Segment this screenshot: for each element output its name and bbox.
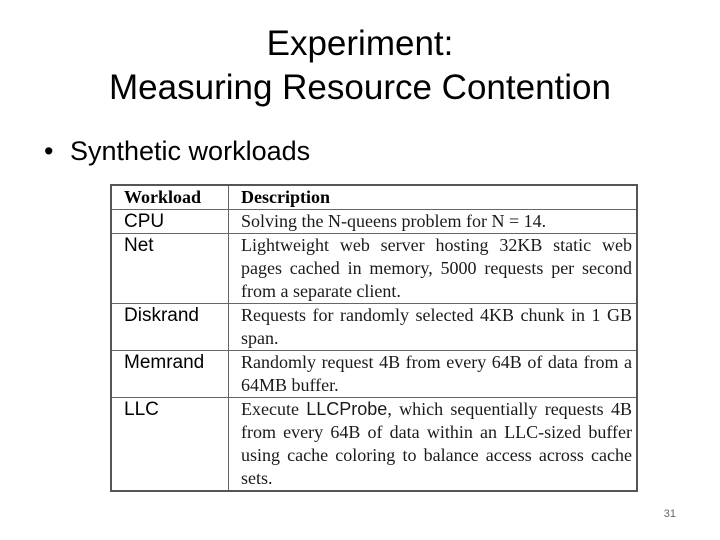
table-row <box>111 234 637 304</box>
table-row <box>111 304 637 351</box>
header-workload: Workload <box>111 185 229 210</box>
page-number: 31 <box>663 508 676 520</box>
bullet-icon: • <box>44 136 54 166</box>
slide-title <box>0 22 720 110</box>
workload-description: Randomly request 4B from every 64B of data from a 64MB buffer. <box>229 351 638 398</box>
workload-name: Diskrand <box>111 304 229 351</box>
desc-part: , which sequentially requests 4B from every 64B of data within an LLC-sized buffer using cache coloring to balance access across cache sets. <box>241 399 632 488</box>
bullet-text: Synthetic workloads <box>70 136 311 166</box>
title-line-1: Experiment: <box>266 24 454 63</box>
workload-name: Memrand <box>111 351 229 398</box>
table-header-row <box>111 185 637 210</box>
workload-description <box>229 398 638 492</box>
bullet-item <box>44 133 310 169</box>
workload-description: Requests for randomly selected 4KB chunk in 1 GB span. <box>229 304 638 351</box>
header-description: Description <box>229 185 638 210</box>
workload-description: Solving the N-queens problem for N = 14. <box>229 210 638 234</box>
table-row <box>111 398 637 492</box>
workload-description: Lightweight web server hosting 32KB static web pages cached in memory, 5000 requests per second from a separate client. <box>229 234 638 304</box>
table-row <box>111 351 637 398</box>
workload-table <box>110 184 638 492</box>
workload-name: Net <box>111 234 229 304</box>
workload-name: LLC <box>111 398 229 492</box>
title-line-2: Measuring Resource Contention <box>109 68 611 107</box>
desc-part: Execute <box>241 399 307 419</box>
workload-name: CPU <box>111 210 229 234</box>
table-row <box>111 210 637 234</box>
llcprobe-name: LLCProbe <box>306 399 388 419</box>
